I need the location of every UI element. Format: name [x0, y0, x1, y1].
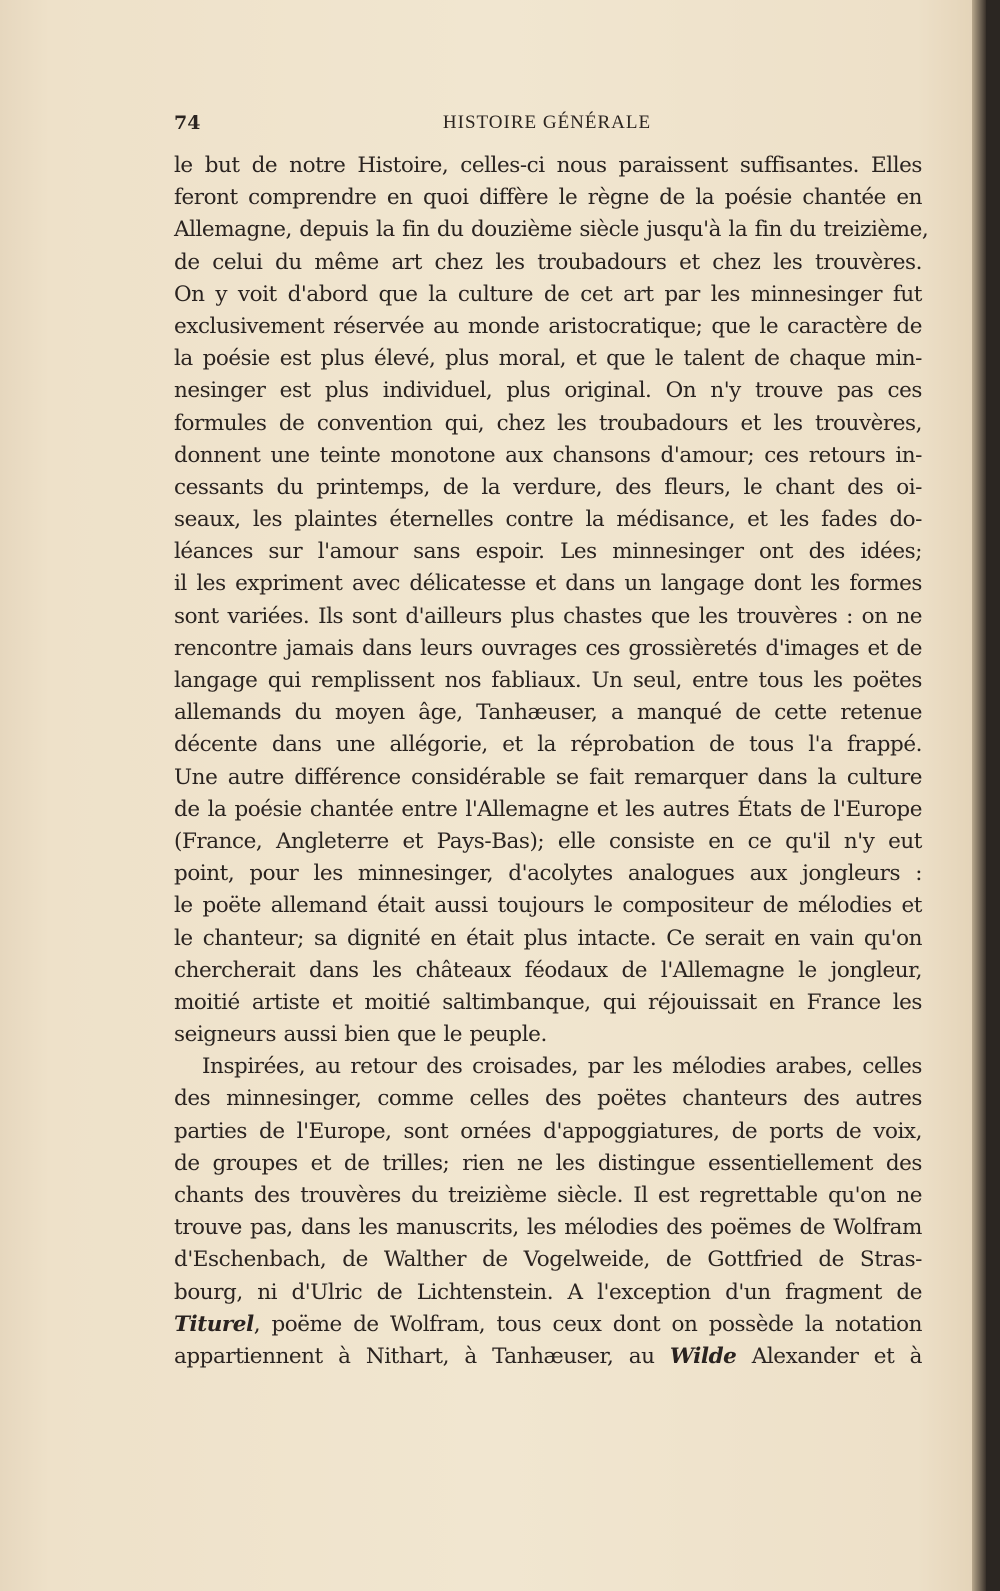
text-line: seaux, les plaintes éternelles contre la médisance, et les fades do-: [174, 507, 922, 533]
text-line: formules de convention qui, chez les troubadours et les trouvères,: [174, 410, 922, 436]
text-line: la poésie est plus élevé, plus moral, et que le talent de chaque min-: [174, 346, 922, 372]
text-line: seigneurs aussi bien que le peuple.: [174, 1022, 547, 1048]
text-line: d'Eschenbach, de Walther de Vogelweide, de Gottfried de Stras-: [174, 1247, 922, 1273]
page-number: 74: [174, 112, 201, 134]
text-line: léances sur l'amour sans espoir. Les minnesinger ont des idées;: [174, 539, 922, 565]
text-line: chants des trouvères du treizième siècle. Il est regrettable qu'on ne: [174, 1183, 922, 1208]
text-line: [174, 1341, 922, 1373]
line-start: appartiennent à Nithart, à Tanhæuser, au: [174, 1343, 670, 1369]
text-line: parties de l'Europe, sont ornées d'appoggiatures, de ports de voix,: [174, 1118, 922, 1144]
text-line: Une autre différence considérable se fait remarquer dans la culture: [174, 764, 922, 790]
text-line: décente dans une allégorie, et la réprobation de tous l'a frappé.: [174, 732, 922, 758]
text-line: le chanteur; sa dignité en était plus intacte. Ce serait en vain qu'on: [174, 925, 922, 951]
text-line: On y voit d'abord que la culture de cet art par les minnesinger fut: [174, 281, 922, 307]
text-line: le poëte allemand était aussi toujours le compositeur de mélodies et: [174, 893, 922, 919]
text-line: moitié artiste et moitié saltimbanque, qui réjouissait en France les: [174, 989, 922, 1015]
line-end: Alexander et à: [736, 1343, 922, 1369]
text-line: point, pour les minnesinger, d'acolytes analogues aux jongleurs :: [174, 861, 922, 887]
body-text: [174, 150, 929, 1373]
italic-title: Titurel: [174, 1311, 254, 1337]
text-line: (France, Angleterre et Pays-Bas); elle consiste en ce qu'il n'y eut: [174, 828, 922, 854]
running-head: HISTOIRE GÉNÉRALE: [442, 112, 652, 133]
text-line: allemands du moyen âge, Tanhæuser, a manqué de cette retenue: [174, 700, 922, 726]
text-line: feront comprendre en quoi diffère le règne de la poésie chantée en: [174, 185, 922, 211]
text-line: trouve pas, dans les manuscrits, les mélodies des poëmes de Wolfram: [174, 1215, 922, 1241]
text-line: rencontre jamais dans leurs ouvrages ces grossièretés d'images et de: [174, 635, 922, 661]
text-line: cessants du printemps, de la verdure, des fleurs, le chant des oi-: [174, 474, 922, 500]
text-line: langage qui remplissent nos fabliaux. Un seul, entre tous les poëtes: [174, 668, 922, 693]
text-line: donnent une teinte monotone aux chansons d'amour; ces retours in-: [174, 442, 922, 468]
text-line: [174, 1309, 922, 1341]
text-line: de celui du même art chez les troubadours et chez les trouvères.: [174, 249, 922, 275]
text-line: Allemagne, depuis la fin du douzième siècle jusqu'à la fin du treizième,: [174, 217, 929, 243]
text-line: il les expriment avec délicatesse et dans un langage dont les formes: [174, 571, 922, 597]
text-line: chercherait dans les châteaux féodaux de l'Allemagne le jongleur,: [174, 957, 922, 983]
text-line: exclusivement réservée au monde aristocratique; que le caractère de: [174, 313, 922, 339]
text-line: Inspirées, au retour des croisades, par les mélodies arabes, celles: [202, 1054, 922, 1080]
text-line: des minnesinger, comme celles des poëtes chanteurs des autres: [174, 1086, 922, 1112]
page-header: [174, 112, 920, 144]
text-line: de groupes et de trilles; rien ne les distingue essentiellement des: [174, 1150, 922, 1176]
text-line: nesinger est plus individuel, plus original. On n'y trouve pas ces: [174, 378, 922, 404]
italic-epithet: Wilde: [669, 1343, 737, 1369]
page-edge-shadow: [972, 0, 986, 1591]
text-line: le but de notre Histoire, celles-ci nous paraissent suffisantes. Elles: [174, 153, 922, 178]
text-line: sont variées. Ils sont d'ailleurs plus chastes que les trouvères : on ne: [174, 603, 922, 629]
text-line: de la poésie chantée entre l'Allemagne et les autres États de l'Europe: [174, 796, 922, 822]
line-rest: , poëme de Wolfram, tous ceux dont on possède la notation: [253, 1311, 922, 1337]
text-line: bourg, ni d'Ulric de Lichtenstein. A l'exception d'un fragment de: [174, 1279, 922, 1305]
